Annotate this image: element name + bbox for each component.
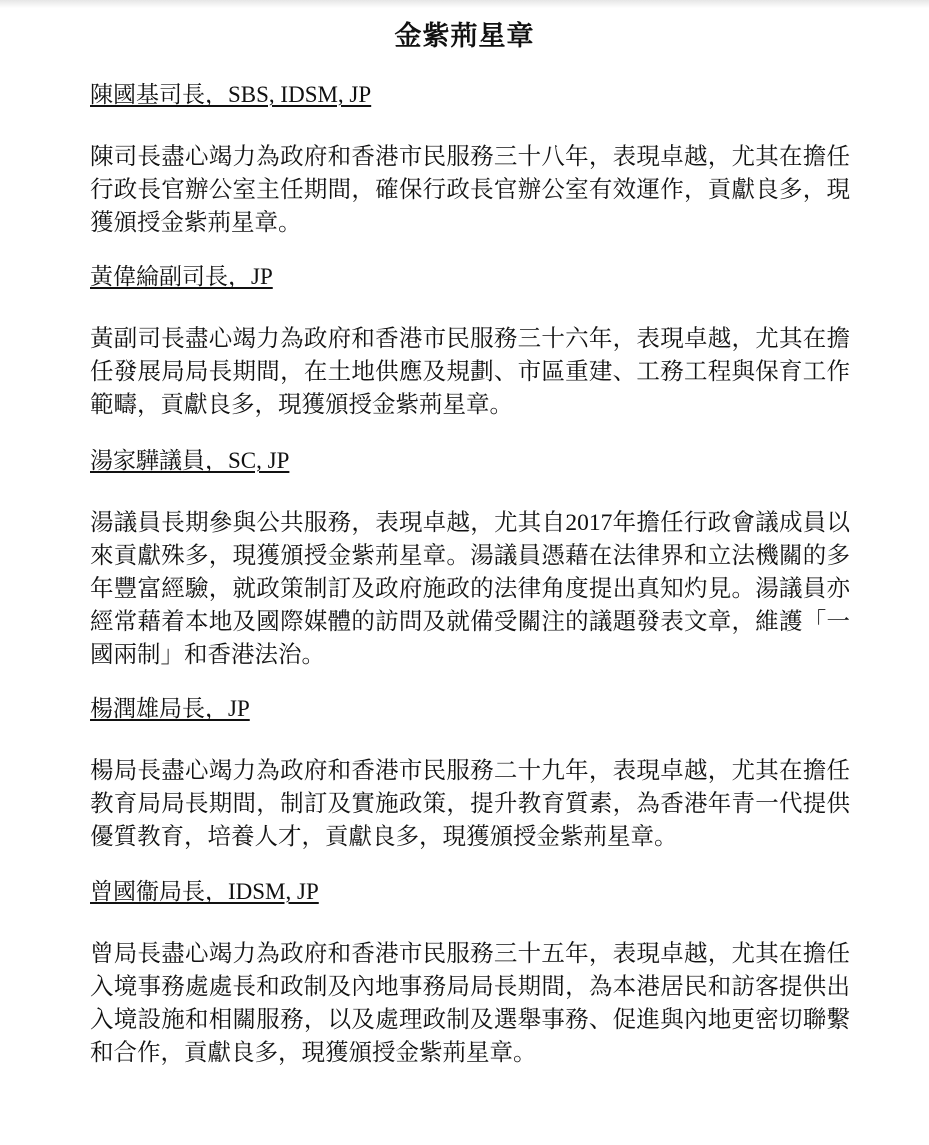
entry-name: 湯家驊議員，SC, JP [90, 448, 290, 473]
entry-5 [90, 877, 850, 1070]
entry-4 [90, 694, 850, 854]
entry-name: 黃偉綸副司長，JP [90, 264, 273, 289]
entry-3 [90, 446, 850, 672]
entry-body: 黃副司長盡心竭力為政府和香港市民服務三十六年，表現卓越，尤其在擔任發展局局長期間，在土地供應及規劃、市區重建、工務工程與保育工作範疇，貢獻良多，現獲頒授金紫荊星章。 [90, 326, 850, 418]
entry-name: 陳國基司長，SBS, IDSM, JP [90, 82, 372, 107]
entry-body: 湯議員長期參與公共服務，表現卓越，尤其自2017年擔任行政會議成員以來貢獻殊多，現獲頒授金紫荊星章。湯議員憑藉在法律界和立法機關的多年豐富經驗，就政策制訂及政府施政的法律角度提出真知灼見。湯議員亦經常藉着本地及國際媒體的訪問及就備受關注的議題發表文章，維護「一國兩制」和香港法治。 [90, 510, 850, 668]
entry-name: 曾國衞局長，IDSM, JP [90, 879, 319, 904]
page-title: 金紫荊星章 [394, 21, 535, 51]
entry-1 [90, 80, 850, 240]
entry-body: 曾局長盡心竭力為政府和香港市民服務三十五年，表現卓越，尤其在擔任入境事務處處長和政制及內地事務局局長期間，為本港居民和訪客提供出入境設施和相關服務，以及處理政制及選舉事務、促進與內地更密切聯繫和合作，貢獻良多，現獲頒授金紫荊星章。 [90, 941, 850, 1066]
top-shade [0, 0, 929, 8]
entry-name: 楊潤雄局長，JP [90, 696, 250, 721]
entry-body: 楊局長盡心竭力為政府和香港市民服務二十九年，表現卓越，尤其在擔任教育局局長期間，制訂及實施政策，提升教育質素，為香港年青一代提供優質教育，培養人才，貢獻良多，現獲頒授金紫荊星章。 [90, 758, 850, 850]
entry-2 [90, 262, 850, 422]
entry-body: 陳司長盡心竭力為政府和香港市民服務三十八年，表現卓越，尤其在擔任行政長官辦公室主任期間，確保行政長官辦公室有效運作，貢獻良多，現獲頒授金紫荊星章。 [90, 144, 850, 236]
